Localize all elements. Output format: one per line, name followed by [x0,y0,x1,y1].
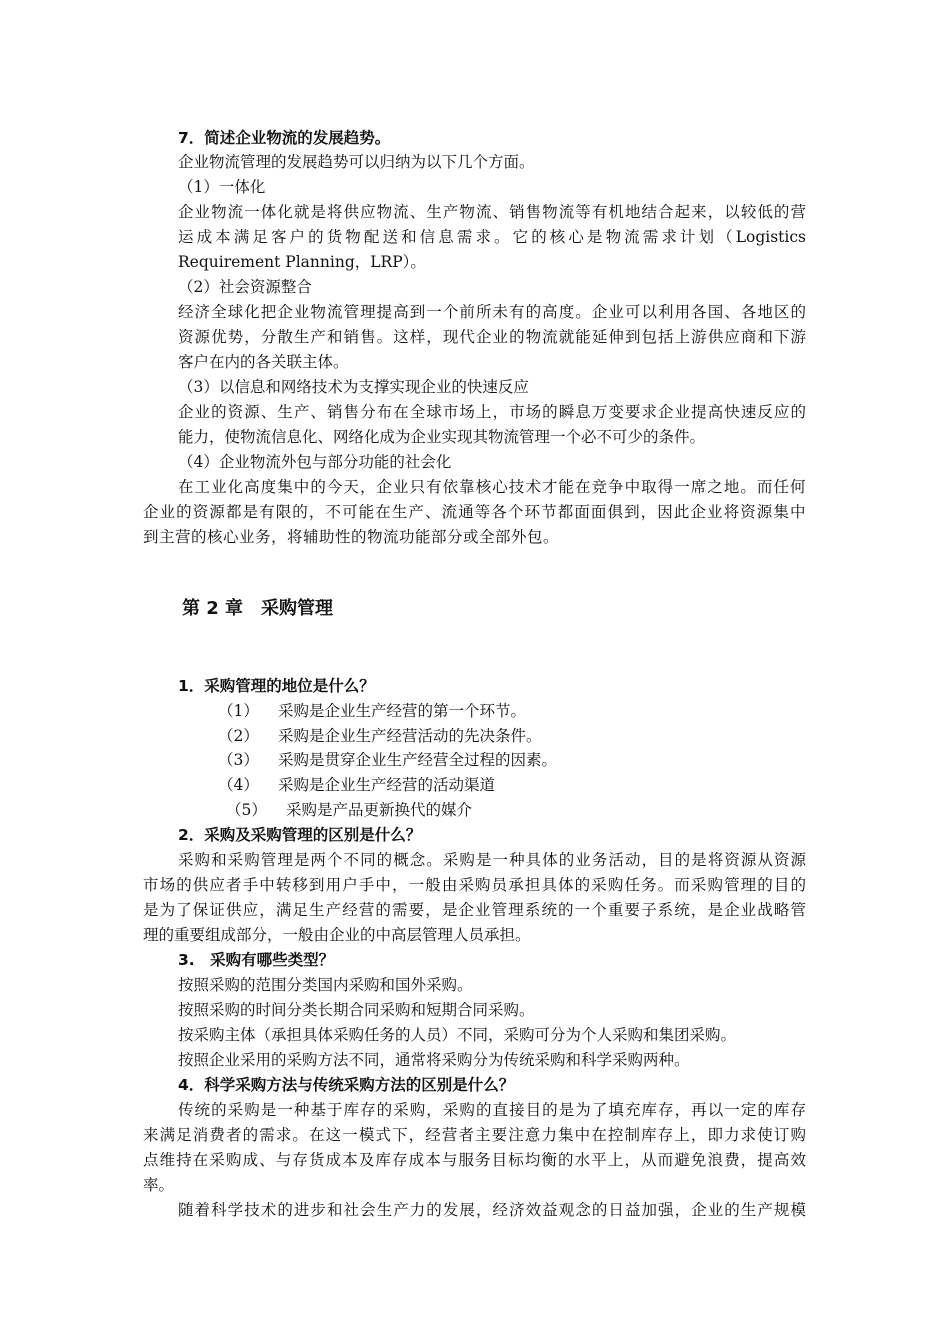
paragraph-line: 按照采购的范围分类国内采购和国外采购。 [178,976,473,994]
list-number: （1） [218,702,259,720]
list-text: 采购是企业生产经营的第一个环节。 [278,702,527,720]
question-heading: 2．采购及采购管理的区别是什么？ [178,826,422,844]
subsection-title: （1）一体化 [178,178,266,196]
paragraph-line: 企业的资源、生产、销售分布在全球市场上，市场的瞬息万变要求企业提高快速反应的 [178,403,806,421]
paragraph-line: 在工业化高度集中的今天，企业只有依靠核心技术才能在竞争中取得一席之地。而任何 [178,478,806,496]
subsection-title: （4）企业物流外包与部分功能的社会化 [178,453,452,471]
list-item [218,774,495,796]
paragraph-line: 经济全球化把企业物流管理提高到一个前所未有的高度。企业可以利用各国、各地区的 [178,303,806,321]
paragraph-line: 企业物流一体化就是将供应物流、生产物流、销售物流等有机地结合起来，以较低的营 [178,203,806,221]
list-item [218,749,557,771]
paragraph-line: 按采购主体（承担具体采购任务的人员）不同，采购可分为个人采购和集团采购。 [178,1026,737,1044]
list-number: （5） [226,801,267,819]
paragraph-line: 率。 [143,1176,175,1194]
paragraph-line: 采购和采购管理是两个不同的概念。采购是一种具体的业务活动，目的是将资源从资源 [178,851,806,869]
list-item [218,700,526,722]
paragraph-line: 能力，使物流信息化、网络化成为企业实现其物流管理一个必不可少的条件。 [178,428,706,446]
paragraph-line: 点维持在采购成、与存货成本及库存成本与服务目标均衡的水平上，从而避免浪费，提高效 [143,1151,806,1169]
paragraph-line: 来满足消费者的需求。在这一模式下，经营者主要注意力集中在控制库存上，即力求使订购 [143,1126,806,1144]
paragraph-line: Requirement Planning，LRP）。 [178,253,426,271]
list-text: 采购是企业生产经营活动的先决条件。 [278,727,542,745]
chapter-title: 第 2 章 采购管理 [182,598,334,619]
question-heading: 1．采购管理的地位是什么？ [178,677,375,695]
paragraph-line: 客户在内的各关联主体。 [178,353,349,371]
question-heading: 4．科学采购方法与传统采购方法的区别是什么？ [178,1076,515,1094]
question-heading: 3. 采购有哪些类型？ [178,951,335,969]
paragraph-line: 随着科学技术的进步和社会生产力的发展，经济效益观念的日益加强，企业的生产规模 [178,1201,806,1219]
list-number: （3） [218,751,259,769]
list-text: 采购是企业生产经营的活动渠道 [278,776,496,794]
paragraph-line: 按照采购的时间分类长期合同采购和短期合同采购。 [178,1001,535,1019]
list-item [218,725,542,747]
paragraph-line: 企业物流管理的发展趋势可以归纳为以下几个方面。 [178,153,535,171]
list-text: 采购是贯穿企业生产经营全过程的因素。 [278,751,558,769]
paragraph-line: 市场的供应者手中转移到用户手中，一般由采购员承担具体的采购任务。而采购管理的目的 [143,876,806,894]
paragraph-line: 企业的资源都是有限的，不可能在生产、流通等各个环节都面面俱到，因此企业将资源集中 [143,503,806,521]
subsection-title: （2）社会资源整合 [178,278,312,296]
paragraph-line: 到主营的核心业务，将辅助性的物流功能部分或全部外包。 [143,528,560,546]
section-heading: 7．简述企业物流的发展趋势。 [178,129,391,147]
list-number: （4） [218,776,259,794]
paragraph-line: 理的重要组成部分，一般由企业的中高层管理人员承担。 [143,926,531,944]
paragraph-line: 资源优势，分散生产和销售。这样，现代企业的物流就能延伸到包括上游供应商和下游 [178,328,806,346]
paragraph-line: 按照企业采用的采购方法不同，通常将采购分为传统采购和科学采购两种。 [178,1051,690,1069]
list-number: （2） [218,727,259,745]
subsection-title: （3）以信息和网络技术为支撑实现企业的快速反应 [178,378,529,396]
list-item [226,799,472,821]
paragraph-line: 传统的采购是一种基于库存的采购，采购的直接目的是为了填充库存，再以一定的库存 [178,1101,806,1119]
paragraph-line: 是为了保证供应，满足生产经营的需要，是企业管理系统的一个重要子系统，是企业战略管 [143,901,806,919]
list-text: 采购是产品更新换代的媒介 [286,801,473,819]
paragraph-line: 运成本满足客户的货物配送和信息需求。它的核心是物流需求计划（Logistics [178,228,806,246]
